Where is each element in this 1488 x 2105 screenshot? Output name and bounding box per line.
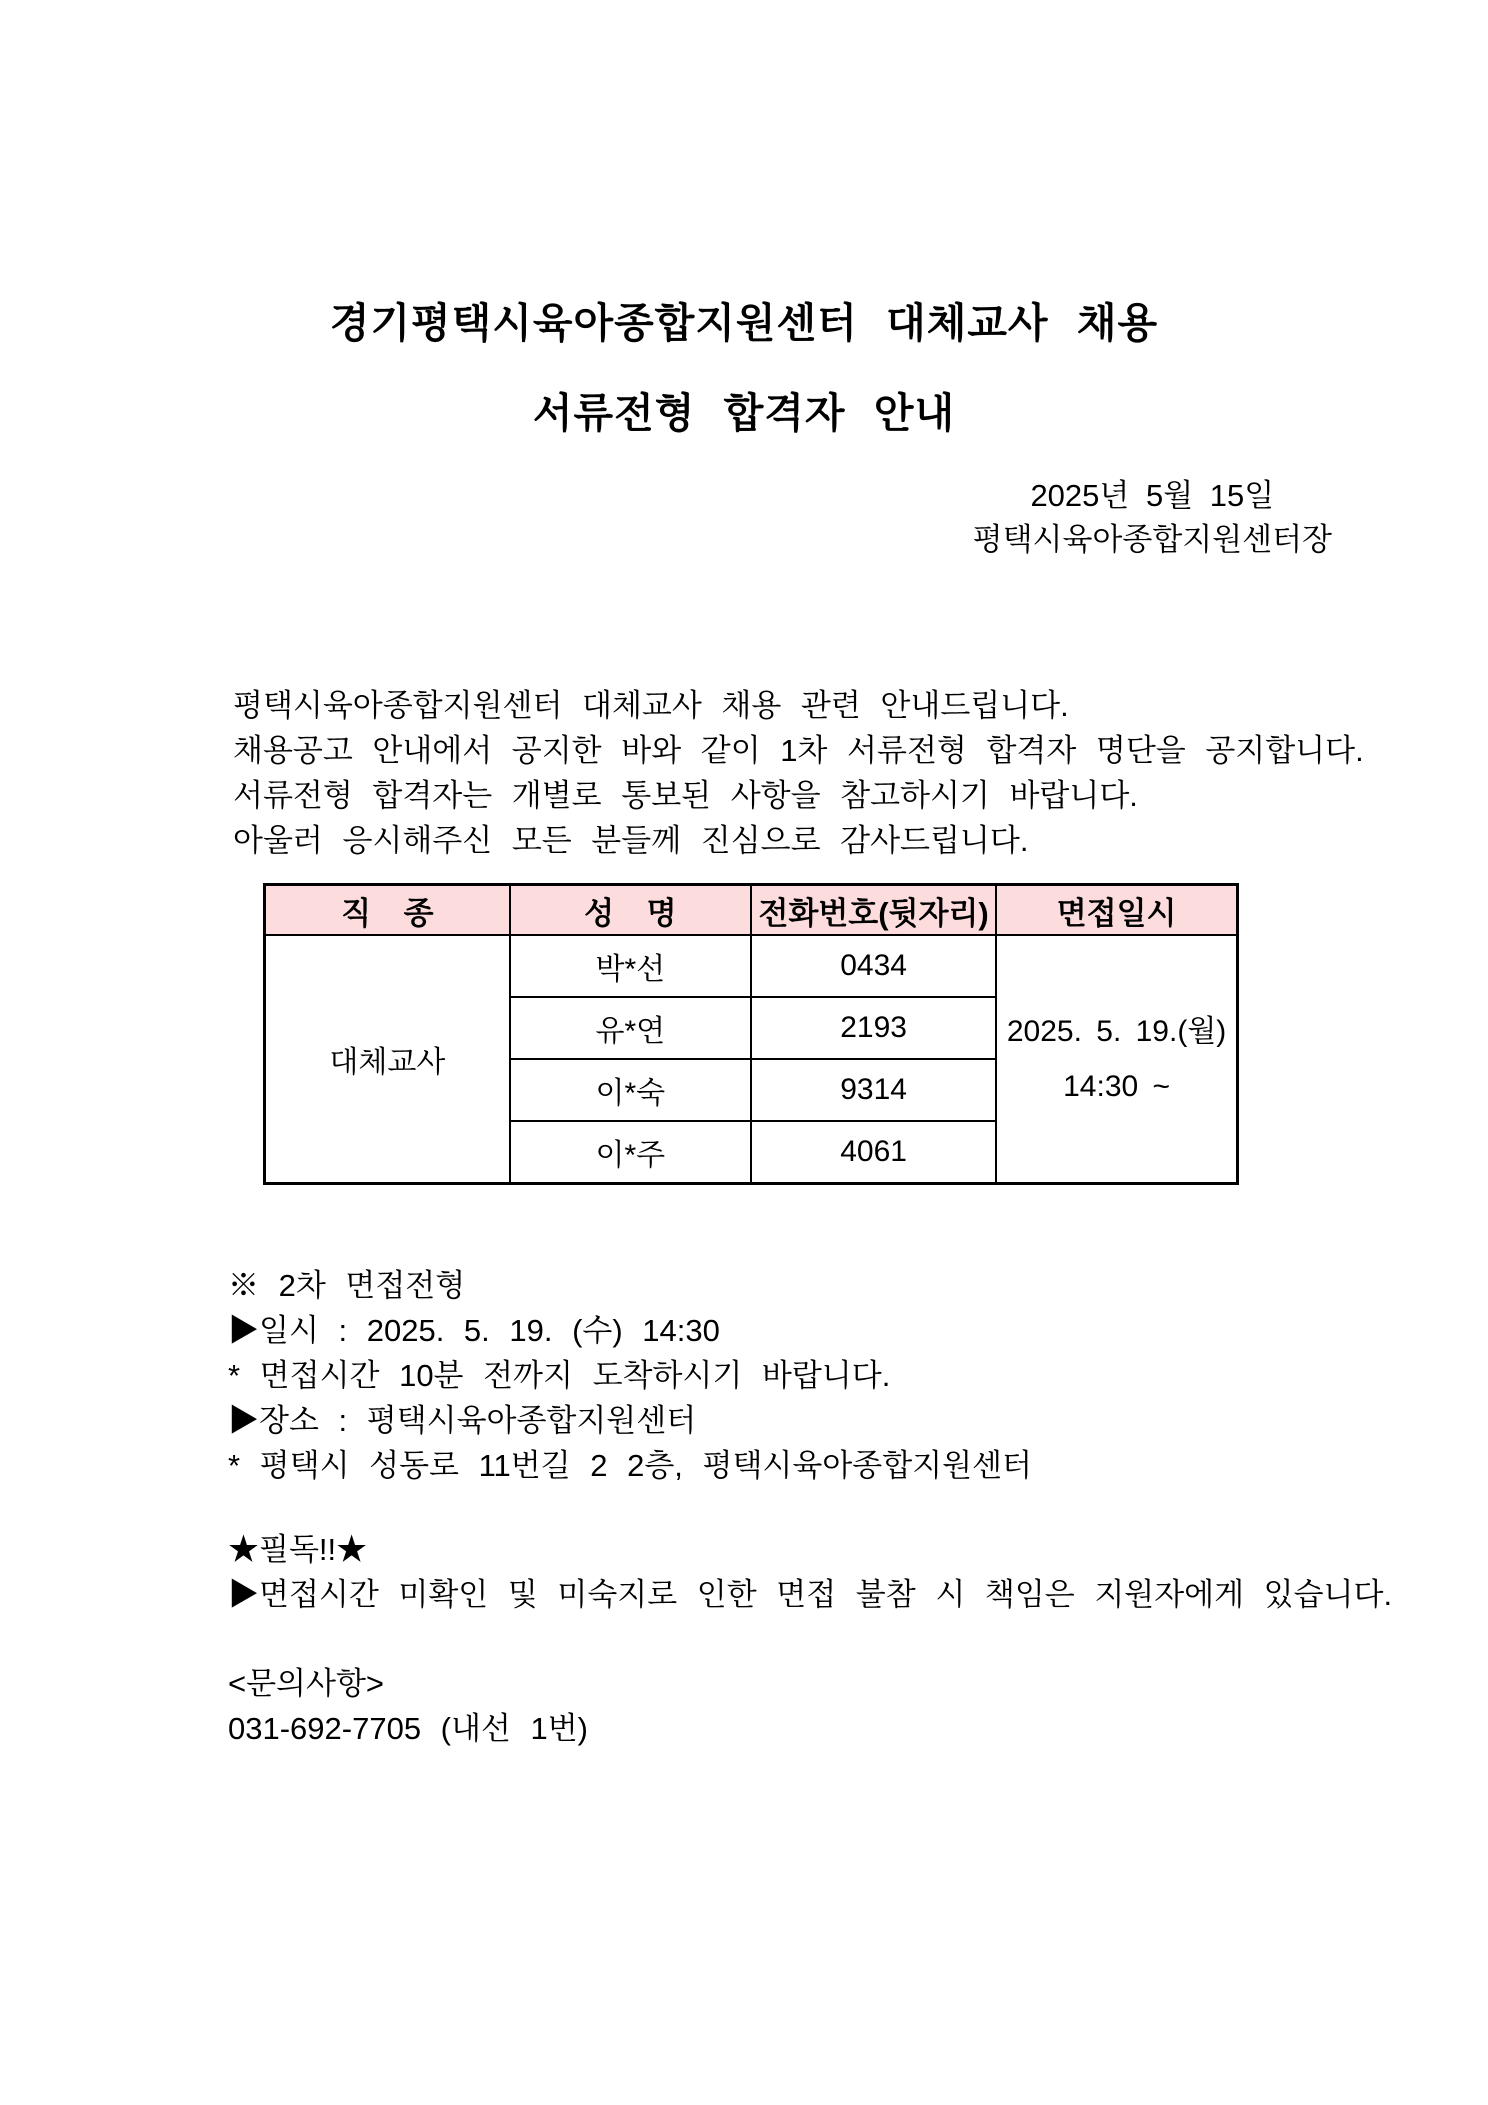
document-date: 2025년 5월 15일 — [1030, 478, 1275, 513]
pass-list-table-wrap — [263, 883, 1239, 1185]
document-title-line2: 서류전형 합격자 안내 — [532, 390, 956, 436]
document-signer: 평택시육아종합지원센터장 — [972, 522, 1332, 557]
contact-phone: 031-692-7705 (내선 1번) — [228, 1711, 589, 1746]
name-cell: 유*연 — [510, 997, 751, 1059]
name-cell: 박*선 — [510, 935, 751, 997]
date-signer-block — [973, 474, 1332, 562]
second-round-arrive-note: * 면접시간 10분 전까지 도착하시기 바랍니다. — [228, 1358, 891, 1393]
document-title — [0, 278, 1488, 458]
phone-cell: 4061 — [751, 1121, 996, 1184]
contact-heading: <문의사항> — [228, 1666, 384, 1701]
column-header-phone: 전화번호(뒷자리) — [751, 885, 996, 936]
name-cell: 이*숙 — [510, 1059, 751, 1121]
second-round-datetime: ▶일시 : 2025. 5. 19. (수) 14:30 — [228, 1313, 720, 1348]
must-read-warning: ▶면접시간 미확인 및 미숙지로 인한 면접 불참 시 책임은 지원자에게 있습니다. — [228, 1577, 1393, 1612]
phone-cell: 2193 — [751, 997, 996, 1059]
phone-cell: 9314 — [751, 1059, 996, 1121]
job-title-cell: 대체교사 — [265, 935, 510, 1184]
intro-paragraph — [233, 683, 1364, 863]
must-read-section — [228, 1527, 1392, 1617]
column-header-interview: 면접일시 — [996, 885, 1237, 936]
name-cell: 이*주 — [510, 1121, 751, 1184]
phone-cell: 0434 — [751, 935, 996, 997]
table-row — [265, 935, 1238, 997]
must-read-heading: ★필독!!★ — [228, 1532, 368, 1567]
column-header-job: 직 종 — [265, 885, 510, 936]
interview-datetime-cell — [996, 935, 1237, 1184]
second-round-heading: ※ 2차 면접전형 — [228, 1268, 466, 1303]
pass-list-table — [263, 883, 1239, 1185]
intro-line: 채용공고 안내에서 공지한 바와 같이 1차 서류전형 합격자 명단을 공지합니다. — [233, 733, 1364, 768]
interview-time: 14:30 ~ — [1063, 1070, 1171, 1103]
document-title-line1: 경기평택시육아종합지원센터 대체교사 채용 — [329, 300, 1159, 346]
column-header-name: 성 명 — [510, 885, 751, 936]
contact-section — [228, 1661, 588, 1751]
second-round-section — [228, 1263, 1032, 1488]
second-round-place: ▶장소 : 평택시육아종합지원센터 — [228, 1403, 697, 1438]
table-header-row — [265, 885, 1238, 936]
second-round-address: * 평택시 성동로 11번길 2 2층, 평택시육아종합지원센터 — [228, 1448, 1032, 1483]
intro-line: 평택시육아종합지원센터 대체교사 채용 관련 안내드립니다. — [233, 688, 1069, 723]
interview-date: 2025. 5. 19.(월) — [1006, 1015, 1227, 1048]
intro-line: 서류전형 합격자는 개별로 통보된 사항을 참고하시기 바랍니다. — [233, 778, 1138, 813]
intro-line: 아울러 응시해주신 모든 분들께 진심으로 감사드립니다. — [233, 823, 1029, 858]
